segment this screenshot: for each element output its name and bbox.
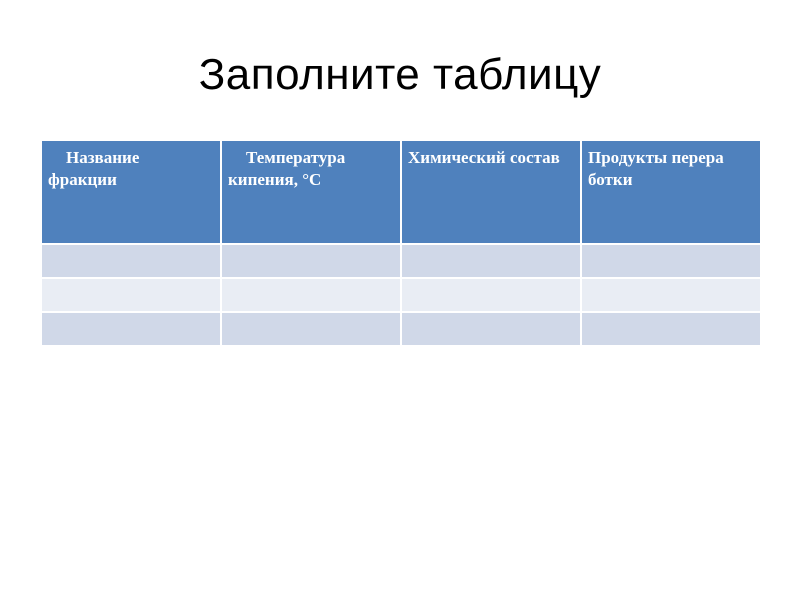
table-cell[interactable] [221, 312, 401, 346]
table-cell[interactable] [41, 278, 221, 312]
table-cell[interactable] [581, 278, 761, 312]
table-cell[interactable] [221, 244, 401, 278]
table-row [41, 244, 761, 278]
slide-title: Заполните таблицу [198, 50, 602, 99]
table-cell[interactable] [401, 244, 581, 278]
table-cell[interactable] [401, 278, 581, 312]
table-cell[interactable] [41, 244, 221, 278]
header-fraction-name: Название фракции [41, 140, 221, 244]
table-row [41, 278, 761, 312]
header-boiling-temperature: Температура кипения, °С [221, 140, 401, 244]
table-header-row [41, 140, 761, 244]
header-chemical-composition: Химический состав [401, 140, 581, 244]
table-cell[interactable] [41, 312, 221, 346]
header-processing-products: Продукты перера ботки [581, 140, 761, 244]
table-cell[interactable] [401, 312, 581, 346]
table-cell[interactable] [581, 312, 761, 346]
table-cell[interactable] [221, 278, 401, 312]
table-cell[interactable] [581, 244, 761, 278]
table-row [41, 312, 761, 346]
fill-in-table [40, 139, 762, 347]
